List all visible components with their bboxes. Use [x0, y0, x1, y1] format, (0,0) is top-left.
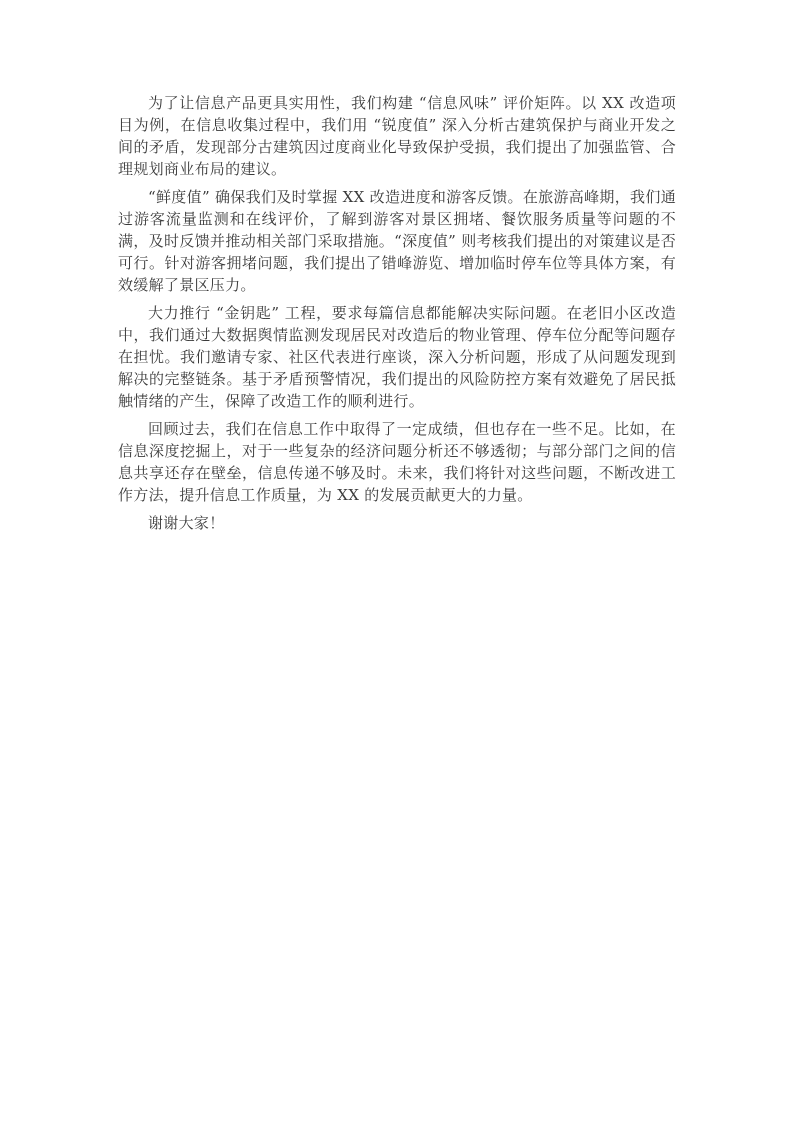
paragraph-evaluation-matrix: 为了让信息产品更具实用性，我们构建 “信息风味” 评价矩阵。以 XX 改造项目为例，在信息收集过程中，我们用 “锐度值” 深入分析古建筑保护与商业开发之间的矛盾，发现部分古建筑因过度商业化导致保护受损，我们提出了加强监管、合理规划商业布局的建议。 [118, 94, 676, 178]
paragraph-freshness-depth-value: “鲜度值” 确保我们及时掌握 XX 改造进度和游客反馈。在旅游高峰期，我们通过游客流量监测和在线评价，了解到游客对景区拥堵、餐饮服务质量等问题的不满，及时反馈并推动相关部门采取措施。“深度值” 则考核我们提出的对策建议是否可行。针对游客拥堵问题，我们提出了错峰游览、增加临时停车位等具体方案，有效缓解了景区压力。 [118, 188, 676, 294]
paragraph-review-and-outlook: 回顾过去，我们在信息工作中取得了一定成绩，但也存在一些不足。比如，在信息深度挖掘上，对于一些复杂的经济问题分析还不够透彻；与部分部门之间的信息共享还存在壁垒，信息传递不够及时。未来，我们将针对这些问题，不断改进工作方法，提升信息工作质量，为 XX 的发展贡献更大的力量。 [118, 420, 676, 504]
document-text-body [118, 92, 676, 534]
paragraph-closing-thanks: 谢谢大家！ [148, 514, 225, 532]
paragraph-golden-key-project: 大力推行 “金钥匙” 工程，要求每篇信息都能解决实际问题。在老旧小区改造中，我们通过大数据舆情监测发现居民对改造后的物业管理、停车位分配等问题存在担忧。我们邀请专家、社区代表进行座谈，深入分析问题，形成了从问题发现到解决的完整链条。基于矛盾预警情况，我们提出的风险防控方案有效避免了居民抵触情绪的产生，保障了改造工作的顺利进行。 [118, 304, 676, 410]
